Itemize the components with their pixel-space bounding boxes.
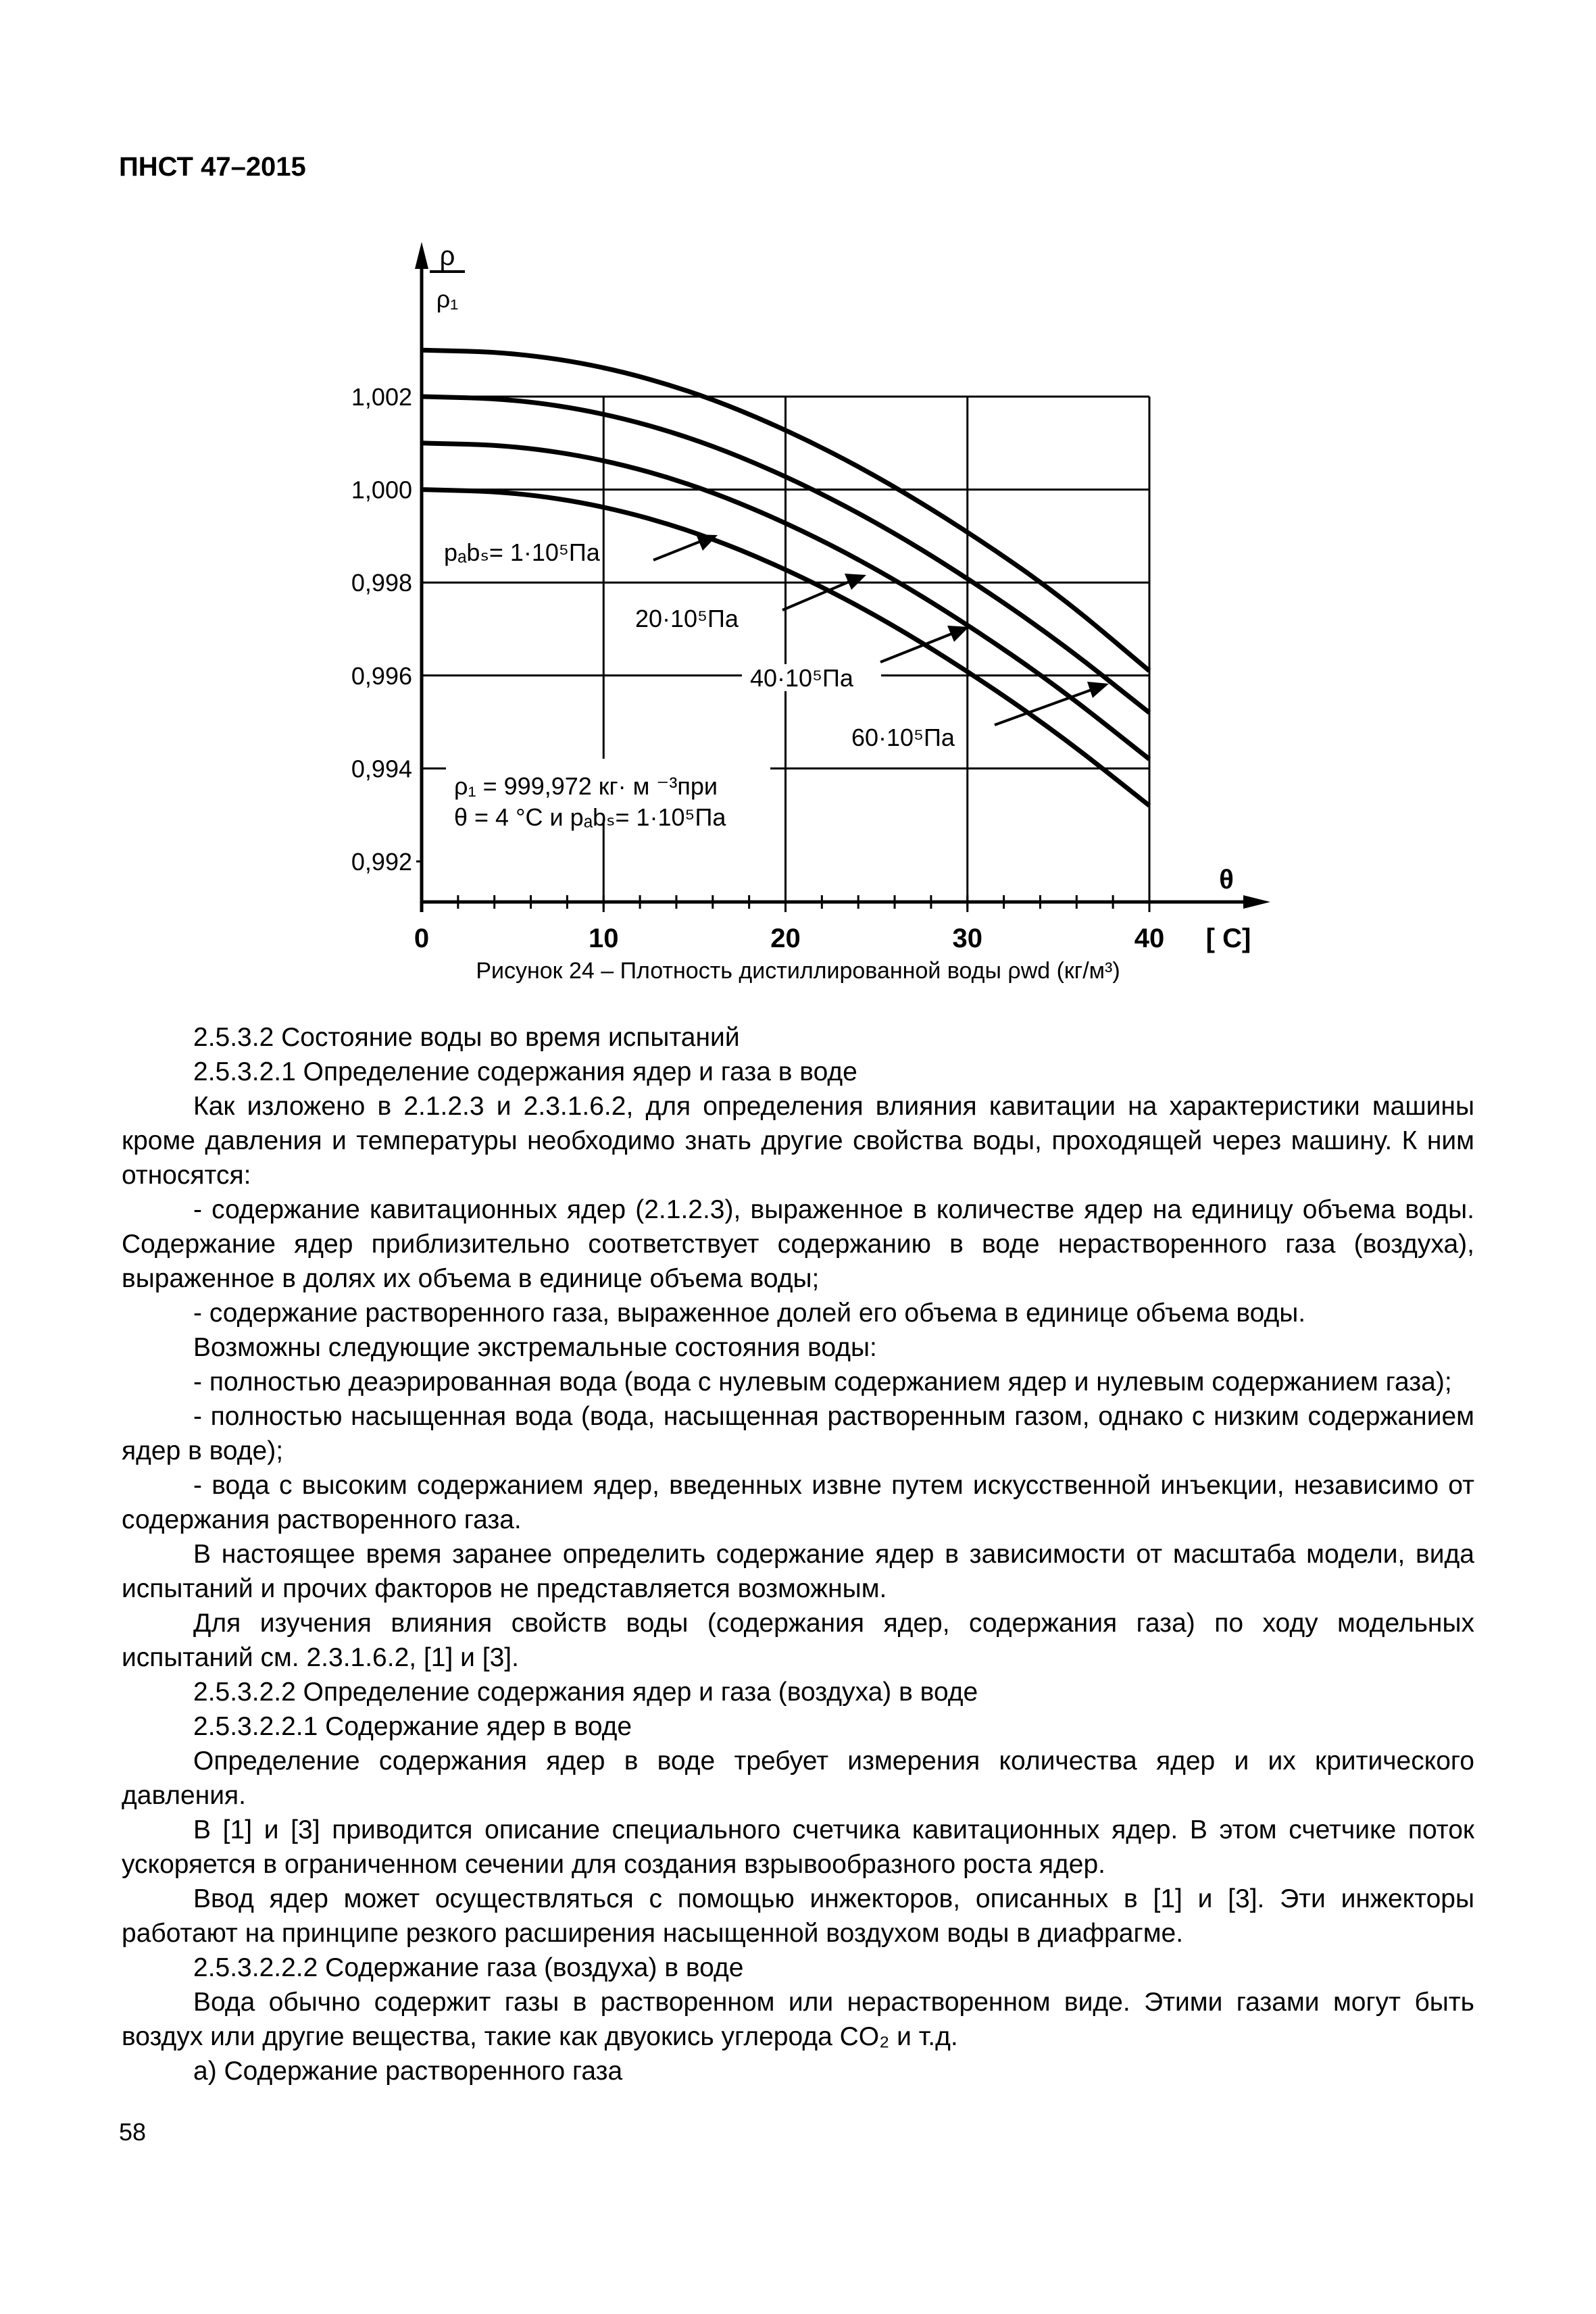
y-tick-label: 0,996 [351,661,412,690]
y-axis-label-den: ρ₁ [436,285,459,313]
curve-label-60: 60·10⁵Па [851,724,955,751]
body-text [122,1020,1474,2088]
body-paragraph: В [1] и [3] приводится описание специального счетчика кавитационных ядер. В этом счетчике поток ускоряется в ограниченном сечении для создания взрывообразного роста ядер. [122,1815,1474,1879]
body-paragraph: Определение содержания ядер в воде требует измерения количества ядер и их критического давления. [122,1746,1474,1810]
curve-label-20: 20·10⁵Па [635,605,739,632]
body-paragraph: - вода с высоким содержанием ядер, введенных извне путем искусственной инъекции, независимо от содержания растворенного газа. [122,1471,1474,1534]
body-paragraph: 2.5.3.2.2 Определение содержания ядер и газа (воздуха) в воде [193,1678,978,1707]
x-tick-label: 20 [770,924,801,953]
pointer-arrow-1 [653,534,718,560]
reference-note-line2: θ = 4 °C и pₐbₛ= 1·10⁵Па [454,803,726,831]
body-paragraph: - полностью деаэрированная вода (вода с нулевым содержанием ядер и нулевым содержанием газа); [193,1367,1452,1397]
y-tick-label: 1,002 [351,383,412,411]
figure-caption: Рисунок 24 – Плотность дистиллированной воды ρwd (кг/м³) [476,958,1120,984]
y-axis-label-num: ρ [439,241,455,271]
body-paragraph: Как изложено в 2.1.2.3 и 2.3.1.6.2, для определения влияния кавитации на характеристики машины кроме давления и температуры необходимо знать другие свойства воды, проходящей через машину. К ним относятся: [122,1092,1474,1190]
body-paragraph: В настоящее время заранее определить содержание ядер в зависимости от масштаба модели, вида испытаний и прочих факторов не представляется возможным. [122,1540,1474,1603]
body-paragraph: 2.5.3.2.1 Определение содержания ядер и газа в воде [193,1057,857,1086]
body-paragraph: - содержание кавитационных ядер (2.1.2.3), выраженное в количестве ядер на единицу объема воды. Содержание ядер приблизительно соответствует содержанию в воде нерастворенного газа (воздуха), выраженное в долях их объема в единице объема воды; [122,1195,1474,1293]
body-paragraph: 2.5.3.2 Состояние воды во время испытаний [193,1023,740,1052]
document-code-header: ПНСТ 47–2015 [119,152,306,182]
x-axis-arrow [1243,895,1270,909]
x-tick-label: 30 [952,924,982,953]
x-axis-unit: [ C] [1205,924,1251,953]
chart-annotations [444,534,1109,831]
curve-label-40: 40·10⁵Па [750,664,853,692]
body-paragraph: - содержание растворенного газа, выраженное долей его объема в единице объема воды. [193,1299,1306,1328]
body-paragraph: - полностью насыщенная вода (вода, насыщенная растворенным газом, однако с низким содержанием ядер в воде); [122,1402,1474,1465]
y-tick-label: 1,000 [351,476,412,504]
x-axis-symbol: θ [1219,865,1234,895]
body-paragraph: Ввод ядер может осуществляться с помощью инжекторов, описанных в [1] и [3]. Эти инжекторы работают на принципе резкого расширения насыщенной воздухом воды в диафрагме. [122,1884,1474,1948]
reference-note-line1: ρ₁ = 999,972 кг· м ⁻³при [454,772,718,800]
y-tick-label: 0,994 [351,755,412,783]
body-paragraph: Вода обычно содержит газы в растворенном или нерастворенном виде. Этими газами могут быть воздух или другие вещества, такие как двуокись углерода CO₂ и т.д. [122,1988,1474,2051]
x-tick-label: 10 [589,924,619,953]
y-tick-label: 0,998 [351,569,412,597]
body-paragraph: Возможны следующие экстремальные состояния воды: [193,1333,877,1362]
page-number: 58 [119,2118,147,2146]
density-chart [0,0,1596,959]
y-axis-arrow [415,242,428,269]
body-paragraph: 2.5.3.2.2.1 Содержание ядер в воде [193,1712,632,1741]
body-paragraph: 2.5.3.2.2.2 Содержание газа (воздуха) в воде [193,1953,744,1982]
curve-label-1: pₐbₛ= 1·10⁵Па [444,538,600,566]
body-paragraph: Для изучения влияния свойств воды (содержания ядер, содержания газа) по ходу модельных испытаний см. 2.3.1.6.2, [1] и [3]. [122,1609,1474,1672]
y-tick-label: 0,992 [351,848,412,876]
pointer-arrow-40 [880,626,969,662]
x-tick-label: 40 [1134,924,1165,953]
body-paragraph: а) Содержание растворенного газа [193,2057,623,2086]
x-tick-label: 0 [414,924,430,953]
